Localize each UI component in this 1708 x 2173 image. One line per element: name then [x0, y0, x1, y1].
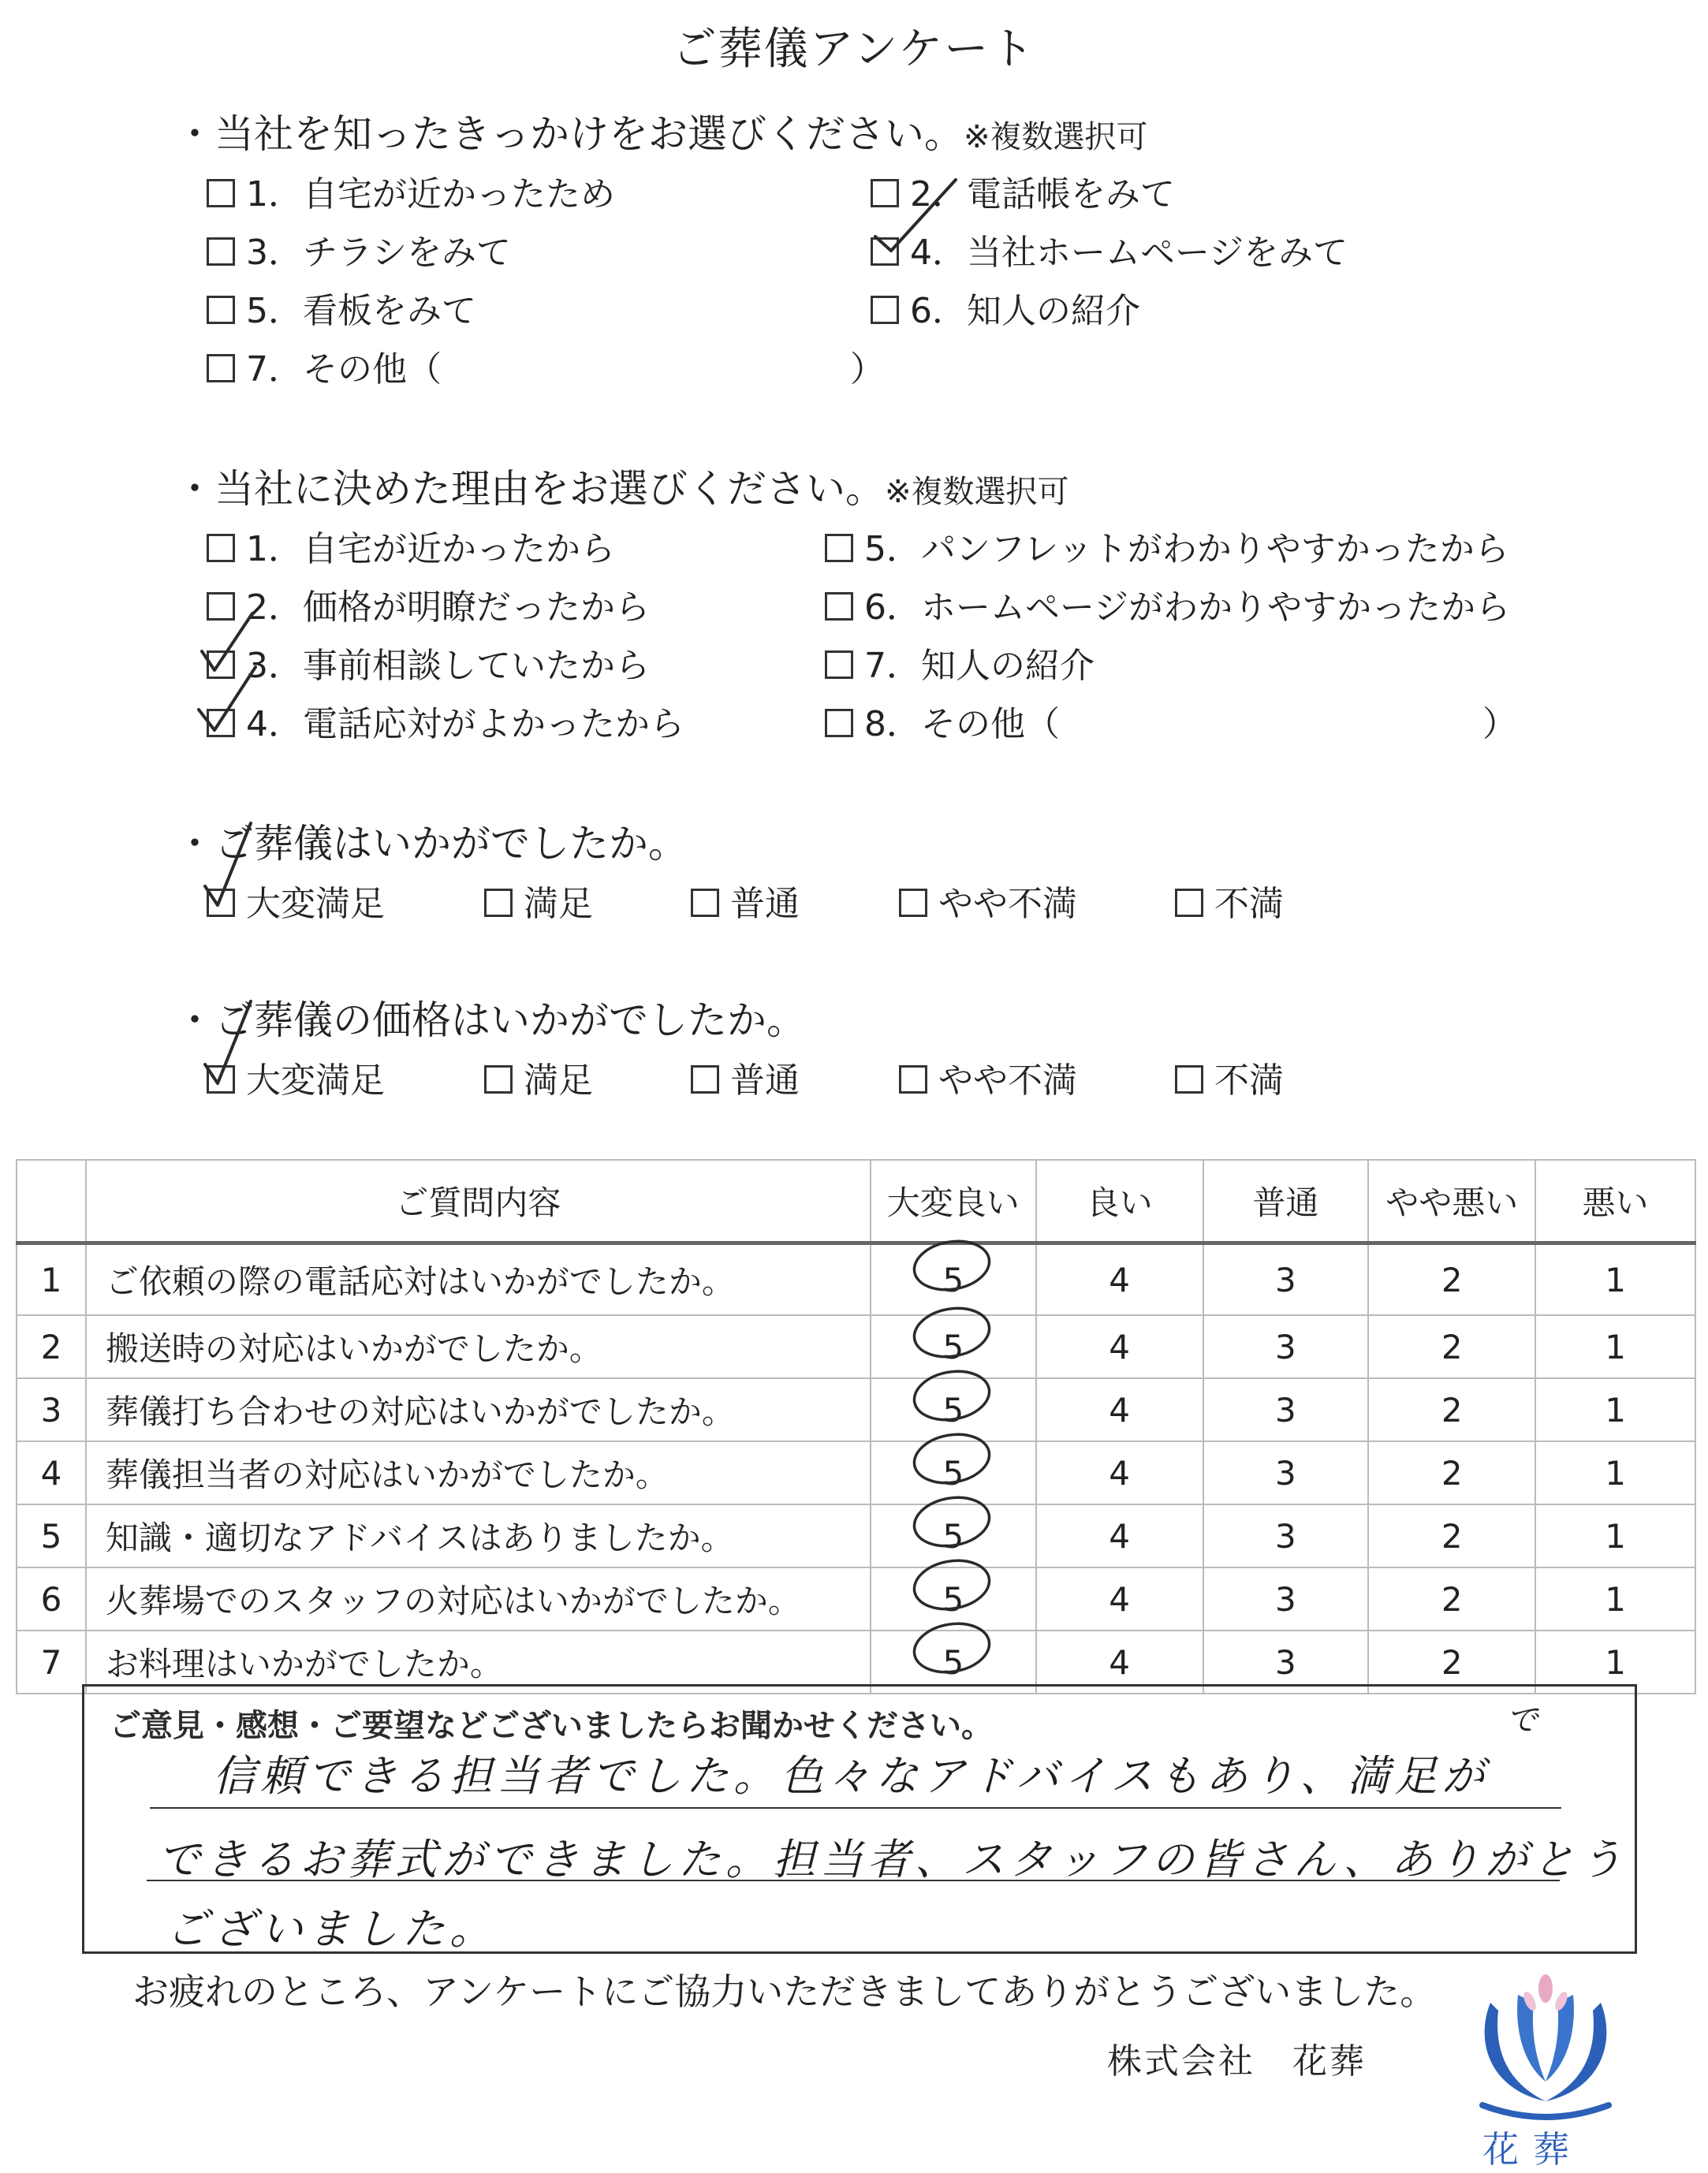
circle-mark-icon	[908, 1616, 996, 1679]
circled-score	[942, 1643, 964, 1682]
score-value: 5	[942, 1327, 964, 1366]
q4-option-satisfied[interactable]: 満足	[484, 1052, 593, 1102]
score-cell[interactable]: 4	[1036, 1567, 1203, 1631]
handwritten-comment-line-1: 信頼できる担当者でした。色々なアドバイスもあり、満足が	[213, 1751, 1490, 1801]
q3-option-very-satisfied[interactable]: 大変満足	[207, 875, 385, 926]
checkbox[interactable]	[207, 296, 235, 324]
circle-mark-icon	[908, 1364, 996, 1427]
page-title: ご葬儀アンケート	[672, 24, 1036, 75]
q4-option-slightly-dissatisfied[interactable]: やや不満	[899, 1052, 1077, 1102]
table-row	[17, 1378, 1695, 1441]
q3-option-normal[interactable]: 普通	[691, 875, 800, 926]
col-header-good: 良い	[1036, 1160, 1203, 1243]
row-question: 葬儀打ち合わせの対応はいかがでしたか。	[86, 1378, 871, 1441]
checkbox[interactable]	[207, 534, 235, 562]
q2-option-4[interactable]: 4．電話応対がよかったから	[207, 695, 684, 746]
table-header-row	[17, 1160, 1695, 1243]
score-cell[interactable]: 3	[1203, 1378, 1369, 1441]
q1-option-1[interactable]: 1．自宅が近かったため	[207, 166, 615, 216]
circled-score	[942, 1328, 964, 1366]
score-value: 5	[942, 1642, 964, 1682]
score-cell[interactable]: 1	[1535, 1378, 1695, 1441]
circled-score	[942, 1517, 964, 1556]
score-cell[interactable]: 2	[1368, 1441, 1535, 1504]
checkbox[interactable]	[207, 179, 235, 207]
multi-select-note: ※複数選択可	[964, 119, 1148, 155]
comment-underline	[147, 1880, 1560, 1881]
check-mark-icon	[867, 173, 962, 260]
score-cell[interactable]: 2	[1368, 1504, 1535, 1567]
score-cell[interactable]: 1	[1535, 1504, 1695, 1567]
q1-option-2[interactable]: 2．電話帳をみて	[871, 166, 1175, 216]
comments-label: ご意見・感想・ご要望などございましたらお聞かせください。	[110, 1708, 993, 1744]
q2-option-6[interactable]: 6．ホームページがわかりやすかったから	[825, 579, 1510, 629]
circled-score	[942, 1454, 964, 1493]
q2-option-1[interactable]: 1．自宅が近かったから	[207, 520, 615, 571]
comment-underline	[150, 1807, 1561, 1809]
q2-option-2[interactable]: 2．価格が明瞭だったから	[207, 579, 650, 629]
score-cell[interactable]: 4	[1036, 1631, 1203, 1694]
col-header-bad: 悪い	[1535, 1160, 1695, 1243]
score-cell[interactable]: 2	[1368, 1567, 1535, 1631]
score-cell[interactable]: 2	[1368, 1631, 1535, 1694]
score-cell[interactable]: 1	[1535, 1315, 1695, 1378]
checkbox[interactable]	[825, 709, 853, 737]
q1-other-close: ）	[850, 349, 885, 390]
q3-option-slightly-dissatisfied[interactable]: やや不満	[899, 875, 1077, 926]
score-cell[interactable]: 3	[1203, 1631, 1369, 1694]
score-value: 5	[942, 1453, 964, 1493]
checkbox[interactable]	[1175, 889, 1203, 917]
checkbox[interactable]	[899, 1065, 927, 1094]
thanks-message: お疲れのところ、アンケートにご協力いただきましてありがとうございました。	[132, 1970, 1437, 2013]
table-row	[17, 1504, 1695, 1567]
row-question: ご依頼の際の電話応対はいかがでしたか。	[86, 1243, 871, 1316]
check-mark-icon	[194, 659, 265, 738]
row-question: 搬送時の対応はいかがでしたか。	[86, 1315, 871, 1378]
q2-option-8[interactable]: 8．その他（	[825, 695, 1060, 746]
question-2-label: ・当社に決めた理由をお選びください。※複数選択可	[175, 466, 1069, 512]
col-header-very-good: 大変良い	[871, 1160, 1036, 1243]
score-cell[interactable]: 4	[1036, 1378, 1203, 1441]
handwritten-comment-line-2: できるお葬式ができました。担当者、スタッフの皆さん、ありがとう	[158, 1835, 1628, 1884]
checkbox[interactable]	[871, 296, 899, 324]
q1-option-3[interactable]: 3．チラシをみて	[207, 224, 511, 274]
score-cell[interactable]: 3	[1203, 1504, 1369, 1567]
row-question: 葬儀担当者の対応はいかがでしたか。	[86, 1441, 871, 1504]
question-1-label: ・当社を知ったきっかけをお選びください。※複数選択可	[175, 111, 1148, 157]
table-row	[17, 1567, 1695, 1631]
checkbox[interactable]	[207, 237, 235, 266]
row-question: 火葬場でのスタッフの対応はいかがでしたか。	[86, 1567, 871, 1631]
multi-select-note: ※複数選択可	[885, 474, 1069, 510]
circled-score	[942, 1391, 964, 1429]
q2-other-close: ）	[1482, 704, 1517, 744]
score-value: 5	[942, 1390, 964, 1429]
question-4-label: ・ご葬儀の価格はいかがでしたか。	[175, 997, 806, 1043]
q1-option-6[interactable]: 6．知人の紹介	[871, 282, 1140, 333]
checkbox[interactable]	[825, 592, 853, 621]
score-cell[interactable]: 3	[1203, 1567, 1369, 1631]
checkbox[interactable]	[691, 1065, 719, 1094]
q2-option-5[interactable]: 5．パンフレットがわかりやすかったから	[825, 520, 1509, 571]
score-cell[interactable]: 2	[1368, 1378, 1535, 1441]
handwritten-insert: で	[1506, 1702, 1538, 1739]
col-header-no	[17, 1160, 86, 1243]
checkbox[interactable]	[899, 889, 927, 917]
row-number: 7	[17, 1631, 86, 1694]
score-cell[interactable]: 3	[1203, 1315, 1369, 1378]
q2-option-3[interactable]: 3．事前相談していたから	[207, 637, 650, 688]
checkbox[interactable]	[825, 650, 853, 679]
col-header-normal: 普通	[1203, 1160, 1369, 1243]
logo-text: 花葬	[1482, 2128, 1583, 2171]
score-cell[interactable]: 1	[1535, 1631, 1695, 1694]
circled-score	[942, 1580, 964, 1619]
table-row	[17, 1243, 1695, 1316]
score-cell[interactable]: 4	[1036, 1243, 1203, 1316]
score-value: 5	[942, 1516, 964, 1556]
rating-table	[16, 1159, 1696, 1694]
q3-option-dissatisfied[interactable]: 不満	[1175, 875, 1284, 926]
checkbox[interactable]	[825, 534, 853, 562]
row-number: 5	[17, 1504, 86, 1567]
score-value: 5	[942, 1260, 964, 1299]
score-cell[interactable]: 4	[1036, 1441, 1203, 1504]
score-cell[interactable]: 1	[1535, 1441, 1695, 1504]
score-cell[interactable]: 1	[1535, 1567, 1695, 1631]
score-cell[interactable]: 2	[1368, 1243, 1535, 1316]
circle-mark-icon	[908, 1234, 996, 1297]
circle-mark-icon	[908, 1427, 996, 1490]
q4-option-very-satisfied[interactable]: 大変満足	[207, 1052, 385, 1102]
checkbox[interactable]	[484, 1065, 513, 1094]
col-header-question: ご質問内容	[86, 1160, 871, 1243]
score-cell[interactable]: 4	[1036, 1315, 1203, 1378]
company-name: 株式会社 花葬	[1107, 2041, 1367, 2082]
q1-option-7[interactable]: 7．その他（	[207, 341, 442, 391]
col-header-slightly-bad: やや悪い	[1368, 1160, 1535, 1243]
question-3-label: ・ご葬儀はいかがでしたか。	[175, 821, 688, 867]
score-value: 5	[942, 1579, 964, 1619]
circle-mark-icon	[908, 1490, 996, 1553]
row-question: お料理はいかがでしたか。	[86, 1631, 871, 1694]
checkbox[interactable]	[1175, 1065, 1203, 1094]
row-number: 4	[17, 1441, 86, 1504]
circle-mark-icon	[908, 1301, 996, 1364]
score-cell[interactable]: 2	[1368, 1315, 1535, 1378]
checkbox[interactable]	[691, 889, 719, 917]
circle-mark-icon	[908, 1553, 996, 1616]
q1-option-4[interactable]: 4．当社ホームページをみて	[871, 224, 1348, 274]
score-cell[interactable]: 3	[1203, 1243, 1369, 1316]
table-row	[17, 1441, 1695, 1504]
check-mark-icon	[199, 817, 262, 911]
row-number: 2	[17, 1315, 86, 1378]
row-number: 1	[17, 1243, 86, 1316]
q4-option-normal[interactable]: 普通	[691, 1052, 800, 1102]
row-number: 3	[17, 1378, 86, 1441]
score-cell[interactable]: 3	[1203, 1441, 1369, 1504]
q3-option-satisfied[interactable]: 満足	[484, 875, 593, 926]
score-cell[interactable]: 1	[1535, 1243, 1695, 1316]
score-cell[interactable]: 4	[1036, 1504, 1203, 1567]
q2-option-7[interactable]: 7．知人の紹介	[825, 637, 1095, 688]
handwritten-comment-line-3: ございました。	[166, 1904, 497, 1954]
q1-option-5[interactable]: 5．看板をみて	[207, 282, 476, 333]
checkbox[interactable]	[207, 354, 235, 382]
table-row	[17, 1315, 1695, 1378]
check-mark-icon	[199, 995, 262, 1090]
circled-score	[942, 1261, 964, 1299]
row-question: 知識・適切なアドバイスはありましたか。	[86, 1504, 871, 1567]
q4-option-dissatisfied[interactable]: 不満	[1175, 1052, 1284, 1102]
checkbox[interactable]	[484, 889, 513, 917]
row-number: 6	[17, 1567, 86, 1631]
